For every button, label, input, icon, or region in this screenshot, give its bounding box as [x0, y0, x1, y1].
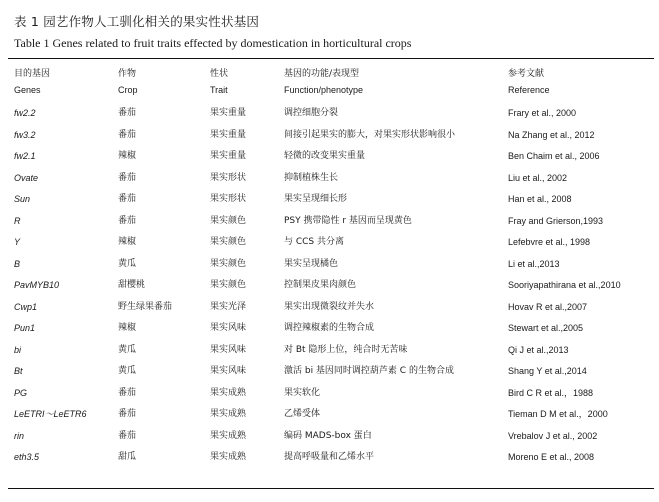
- function-cell: 与 CCS 共分离: [284, 237, 345, 247]
- header-function-cn: 基因的功能/表现型: [284, 69, 360, 79]
- gene-cell: fw3.2: [14, 129, 36, 140]
- table-row: [0, 129, 659, 151]
- table-row: [0, 430, 659, 452]
- gene-cell: PavMYB10: [14, 280, 60, 290]
- crop-cell: 番茄: [118, 108, 137, 118]
- gene-cell: R: [14, 215, 21, 226]
- header-genes-cn: 目的基因: [14, 69, 51, 79]
- table-top-rule: [8, 58, 654, 59]
- function-cell: 控制果皮果肉颜色: [284, 280, 357, 290]
- trait-cell: 果实风味: [210, 344, 247, 355]
- function-cell: 调控细胞分裂: [284, 108, 339, 118]
- reference-cell: Frary et al., 2000: [508, 108, 577, 118]
- crop-cell: 番茄: [118, 194, 137, 204]
- gene-cell: Pun1: [14, 323, 36, 333]
- reference-cell: Moreno E et al., 2008: [508, 452, 595, 462]
- reference-cell: Lefebvre et al., 1998: [508, 237, 591, 247]
- function-cell: 编码 MADS-box 蛋白: [284, 430, 372, 441]
- trait-cell: 果实颜色: [210, 237, 247, 247]
- crop-cell: 甜瓜: [118, 452, 137, 462]
- crop-cell: 野生绿果番茄: [118, 301, 173, 312]
- header-trait-en: Trait: [210, 85, 228, 95]
- reference-cell: Bird C R et al.，1988: [508, 387, 594, 398]
- trait-cell: 果实光泽: [210, 301, 247, 312]
- gene-cell: B: [14, 258, 21, 269]
- table-row: [0, 193, 659, 215]
- gene-cell: Ovate: [14, 172, 39, 183]
- crop-cell: 辣椒: [118, 151, 137, 161]
- table-row: [0, 344, 659, 366]
- trait-cell: 果实重量: [210, 108, 247, 118]
- table-row: [0, 172, 659, 194]
- trait-cell: 果实形状: [210, 194, 247, 204]
- crop-cell: 番茄: [118, 129, 137, 140]
- crop-cell: 黄瓜: [118, 366, 137, 376]
- header-crop-cn: 作物: [118, 69, 137, 79]
- function-cell: 激活 bi 基因同时调控葫芦素 C 的生物合成: [284, 366, 454, 376]
- crop-cell: 番茄: [118, 387, 137, 398]
- gene-cell: Sun: [14, 194, 31, 204]
- reference-cell: Li et al.,2013: [508, 258, 560, 269]
- table-row: [0, 387, 659, 409]
- header-crop-en: Crop: [118, 85, 138, 95]
- gene-cell: rin: [14, 430, 25, 441]
- trait-cell: 果实颜色: [210, 258, 247, 269]
- crop-cell: 番茄: [118, 409, 137, 419]
- reference-cell: Tieman D M et al.，2000: [508, 409, 608, 419]
- table-row: [0, 236, 659, 258]
- crop-cell: 甜樱桃: [118, 280, 146, 290]
- header-trait-cn: 性状: [210, 69, 229, 79]
- reference-cell: Qi J et al.,2013: [508, 344, 569, 355]
- table-row: [0, 258, 659, 280]
- reference-cell: Hovav R et al.,2007: [508, 301, 588, 312]
- gene-cell: Bt: [14, 366, 23, 376]
- crop-cell: 番茄: [118, 172, 137, 183]
- table-title-chinese: 表 1 园艺作物人工驯化相关的果实性状基因: [14, 14, 260, 29]
- trait-cell: 果实成熟: [210, 387, 247, 398]
- trait-cell: 果实形状: [210, 172, 247, 183]
- function-cell: 对 Bt 隐形上位，纯合时无苦味: [284, 344, 408, 355]
- crop-cell: 番茄: [118, 430, 137, 441]
- header-genes-en: Genes: [14, 85, 41, 95]
- reference-cell: Shang Y et al.,2014: [508, 366, 587, 376]
- gene-cell: fw2.2: [14, 108, 36, 118]
- table-row: [0, 107, 659, 129]
- reference-cell: Vrebalov J et al., 2002: [508, 430, 598, 441]
- table-row: [0, 408, 659, 430]
- crop-cell: 黄瓜: [118, 344, 137, 355]
- reference-cell: Sooriyapathirana et al.,2010: [508, 280, 621, 290]
- trait-cell: 果实成熟: [210, 452, 247, 462]
- table-row: [0, 365, 659, 387]
- function-cell: 轻微的改变果实重量: [284, 151, 366, 161]
- reference-cell: Han et al., 2008: [508, 194, 572, 204]
- table-row: [0, 279, 659, 301]
- table-row: [0, 322, 659, 344]
- reference-cell: Na Zhang et al., 2012: [508, 129, 595, 140]
- trait-cell: 果实重量: [210, 151, 247, 161]
- crop-cell: 黄瓜: [118, 258, 137, 269]
- table-title-english: Table 1 Genes related to fruit traits effected by domestication in horticultural crops: [14, 36, 412, 50]
- table-row: [0, 150, 659, 172]
- function-cell: PSY 携带隐性 r 基因而呈现黄色: [284, 215, 412, 226]
- reference-cell: Ben Chaim et al., 2006: [508, 151, 600, 161]
- table-bottom-rule: [8, 488, 654, 489]
- trait-cell: 果实成熟: [210, 409, 247, 419]
- header-reference-cn: 参考文献: [508, 69, 545, 79]
- gene-cell: PG: [14, 387, 28, 398]
- trait-cell: 果实风味: [210, 323, 247, 333]
- function-cell: 果实呈现橘色: [284, 258, 339, 269]
- trait-cell: 果实颜色: [210, 280, 247, 290]
- reference-cell: Liu et al., 2002: [508, 172, 568, 183]
- trait-cell: 果实重量: [210, 129, 247, 140]
- gene-cell: LeETRI～LeETR6: [14, 409, 87, 419]
- trait-cell: 果实成熟: [210, 430, 247, 441]
- function-cell: 间接引起果实的膨大，对果实形状影响很小: [284, 129, 456, 140]
- reference-cell: Fray and Grierson,1993: [508, 215, 604, 226]
- crop-cell: 番茄: [118, 215, 137, 226]
- header-reference-en: Reference: [508, 85, 550, 95]
- function-cell: 乙烯受体: [284, 409, 321, 419]
- reference-cell: Stewart et al.,2005: [508, 323, 584, 333]
- header-function-en: Function/phenotype: [284, 85, 364, 95]
- gene-cell: Cwp1: [14, 301, 38, 312]
- table-row: [0, 451, 659, 473]
- gene-cell: bi: [14, 344, 22, 355]
- trait-cell: 果实风味: [210, 366, 247, 376]
- function-cell: 提高呼吸量和乙烯水平: [284, 452, 375, 462]
- gene-cell: eth3.5: [14, 452, 40, 462]
- crop-cell: 辣椒: [118, 237, 137, 247]
- function-cell: 果实呈现细长形: [284, 194, 348, 204]
- gene-cell: Y: [14, 237, 21, 247]
- table-row: [0, 301, 659, 323]
- gene-cell: fw2.1: [14, 151, 36, 161]
- crop-cell: 辣椒: [118, 323, 137, 333]
- function-cell: 果实软化: [284, 387, 321, 398]
- function-cell: 抑制植株生长: [284, 172, 339, 183]
- trait-cell: 果实颜色: [210, 215, 247, 226]
- function-cell: 果实出现微裂纹并失水: [284, 301, 375, 312]
- table-row: [0, 215, 659, 237]
- function-cell: 调控辣椒素的生物合成: [284, 323, 375, 333]
